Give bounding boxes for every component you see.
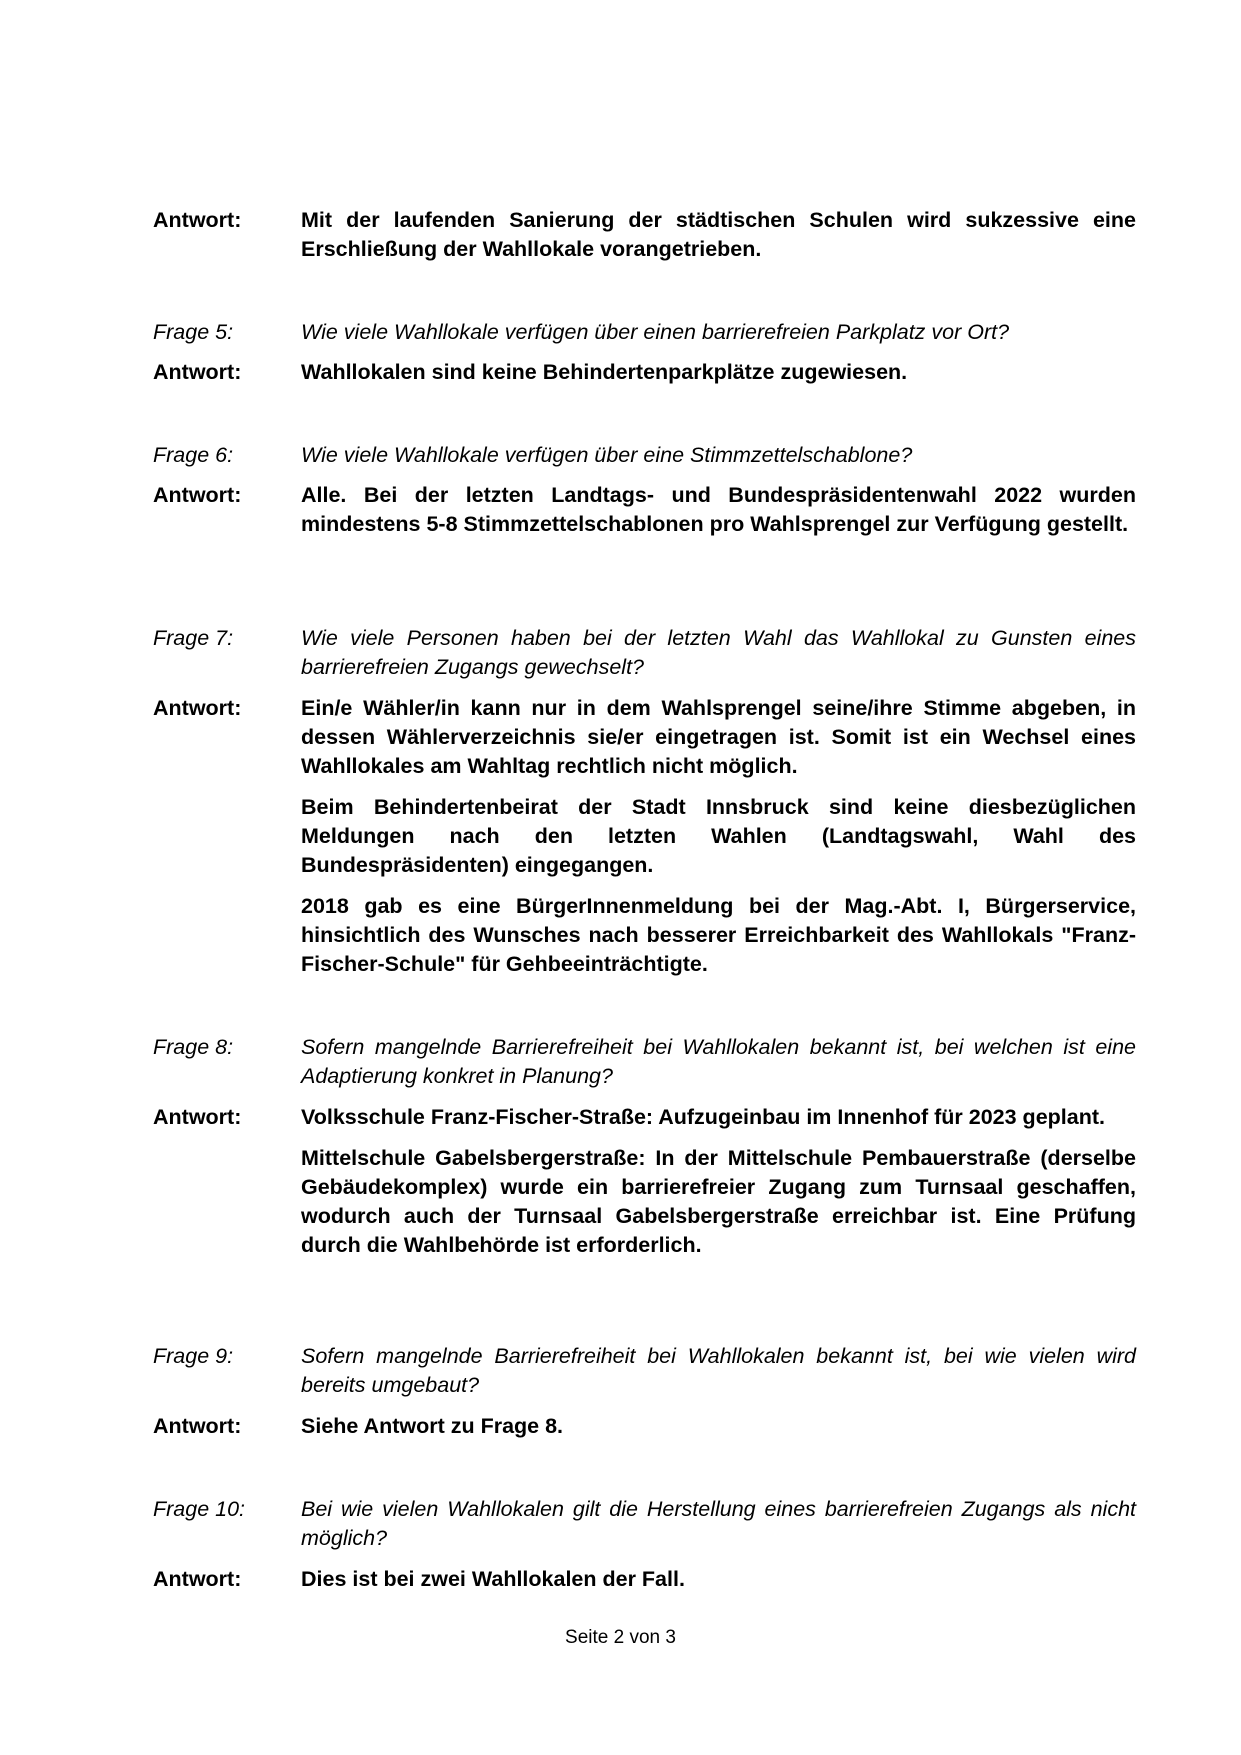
answer-text	[301, 1412, 1136, 1441]
answer-paragraph: Mit der laufenden Sanierung der städtischen Schulen wird sukzessive eine Erschließung der Wahllokale vorangetrieben.	[301, 208, 1136, 261]
question-5	[153, 318, 1136, 347]
answer-8	[153, 1103, 1136, 1260]
question-10	[153, 1495, 1136, 1553]
answer-text	[301, 206, 1136, 264]
answer-paragraph: 2018 gab es eine BürgerInnenmeldung bei der Mag.-Abt. I, Bürgerservice, hinsichtlich des Wunsches nach besserer Erreichbarkeit des Wahllokals "Franz-Fischer-Schule" für Gehbeeinträchtigte.	[301, 894, 1136, 976]
question-text	[301, 624, 1136, 682]
page-number: Seite 2 von 3	[565, 1627, 676, 1648]
answer-label: Antwort:	[153, 483, 242, 507]
question-label: Frage 7:	[153, 626, 234, 650]
answer-intro	[153, 206, 1136, 264]
question-text	[301, 1033, 1136, 1091]
answer-text	[301, 1103, 1136, 1260]
question-label: Frage 5:	[153, 320, 234, 344]
answer-paragraph: Ein/e Wähler/in kann nur in dem Wahlsprengel seine/ihre Stimme abgeben, in dessen Wählerverzeichnis sie/er eingetragen ist. Somit ist ein Wechsel eines Wahllokales am Wahltag rechtlich nicht möglich.	[301, 696, 1136, 778]
answer-10	[153, 1565, 1136, 1594]
answer-paragraph: Mittelschule Gabelsbergerstraße: In der Mittelschule Pembauerstraße (derselbe Gebäudekomplex) wurde ein barrierefreier Zugang zum Turnsaal geschaffen, wodurch auch der Turnsaal Gabelsbergerstraße erreichbar ist. Eine Prüfung durch die Wahlbehörde ist erforderlich.	[301, 1146, 1136, 1257]
question-paragraph: Wie viele Wahllokale verfügen über einen barrierefreien Parkplatz vor Ort?	[301, 320, 1010, 344]
answer-5	[153, 358, 1136, 387]
answer-text	[301, 694, 1136, 979]
question-6	[153, 441, 1136, 470]
answer-label: Antwort:	[153, 1105, 242, 1129]
answer-text	[301, 1565, 1136, 1594]
answer-7	[153, 694, 1136, 979]
question-9	[153, 1342, 1136, 1400]
answer-paragraph: Volksschule Franz-Fischer-Straße: Aufzugeinbau im Innenhof für 2023 geplant.	[301, 1105, 1105, 1129]
answer-text	[301, 481, 1136, 539]
question-8	[153, 1033, 1136, 1091]
question-paragraph: Sofern mangelnde Barrierefreiheit bei Wahllokalen bekannt ist, bei welchen ist eine Adaptierung konkret in Planung?	[301, 1035, 1136, 1088]
question-paragraph: Wie viele Wahllokale verfügen über eine Stimmzettelschablone?	[301, 443, 913, 467]
question-text	[301, 318, 1136, 347]
question-label: Frage 6:	[153, 443, 234, 467]
question-paragraph: Sofern mangelnde Barrierefreiheit bei Wahllokalen bekannt ist, bei wie vielen wird bereits umgebaut?	[301, 1344, 1136, 1397]
answer-paragraph: Siehe Antwort zu Frage 8.	[301, 1414, 564, 1438]
answer-paragraph: Alle. Bei der letzten Landtags- und Bundespräsidentenwahl 2022 wurden mindestens 5-8 Stimmzettelschablonen pro Wahlsprengel zur Verfügung gestellt.	[301, 483, 1136, 536]
question-paragraph: Wie viele Personen haben bei der letzten Wahl das Wahllokal zu Gunsten eines barrierefreien Zugangs gewechselt?	[301, 626, 1136, 679]
question-7	[153, 624, 1136, 682]
answer-6	[153, 481, 1136, 539]
answer-paragraph: Beim Behindertenbeirat der Stadt Innsbruck sind keine diesbezüglichen Meldungen nach den letzten Wahlen (Landtagswahl, Wahl des Bundespräsidenten) eingegangen.	[301, 795, 1136, 877]
answer-label: Antwort:	[153, 1414, 242, 1438]
question-text	[301, 1495, 1136, 1553]
answer-label: Antwort:	[153, 208, 242, 232]
answer-label: Antwort:	[153, 696, 242, 720]
question-text	[301, 441, 1136, 470]
question-label: Frage 10:	[153, 1497, 246, 1521]
answer-9	[153, 1412, 1136, 1441]
question-label: Frage 9:	[153, 1344, 234, 1368]
answer-text	[301, 358, 1136, 387]
question-label: Frage 8:	[153, 1035, 234, 1059]
answer-label: Antwort:	[153, 360, 242, 384]
answer-paragraph: Dies ist bei zwei Wahllokalen der Fall.	[301, 1567, 685, 1591]
answer-label: Antwort:	[153, 1567, 242, 1591]
question-paragraph: Bei wie vielen Wahllokalen gilt die Herstellung eines barrierefreien Zugangs als nicht möglich?	[301, 1497, 1136, 1550]
answer-paragraph: Wahllokalen sind keine Behindertenparkplätze zugewiesen.	[301, 360, 908, 384]
question-text	[301, 1342, 1136, 1400]
